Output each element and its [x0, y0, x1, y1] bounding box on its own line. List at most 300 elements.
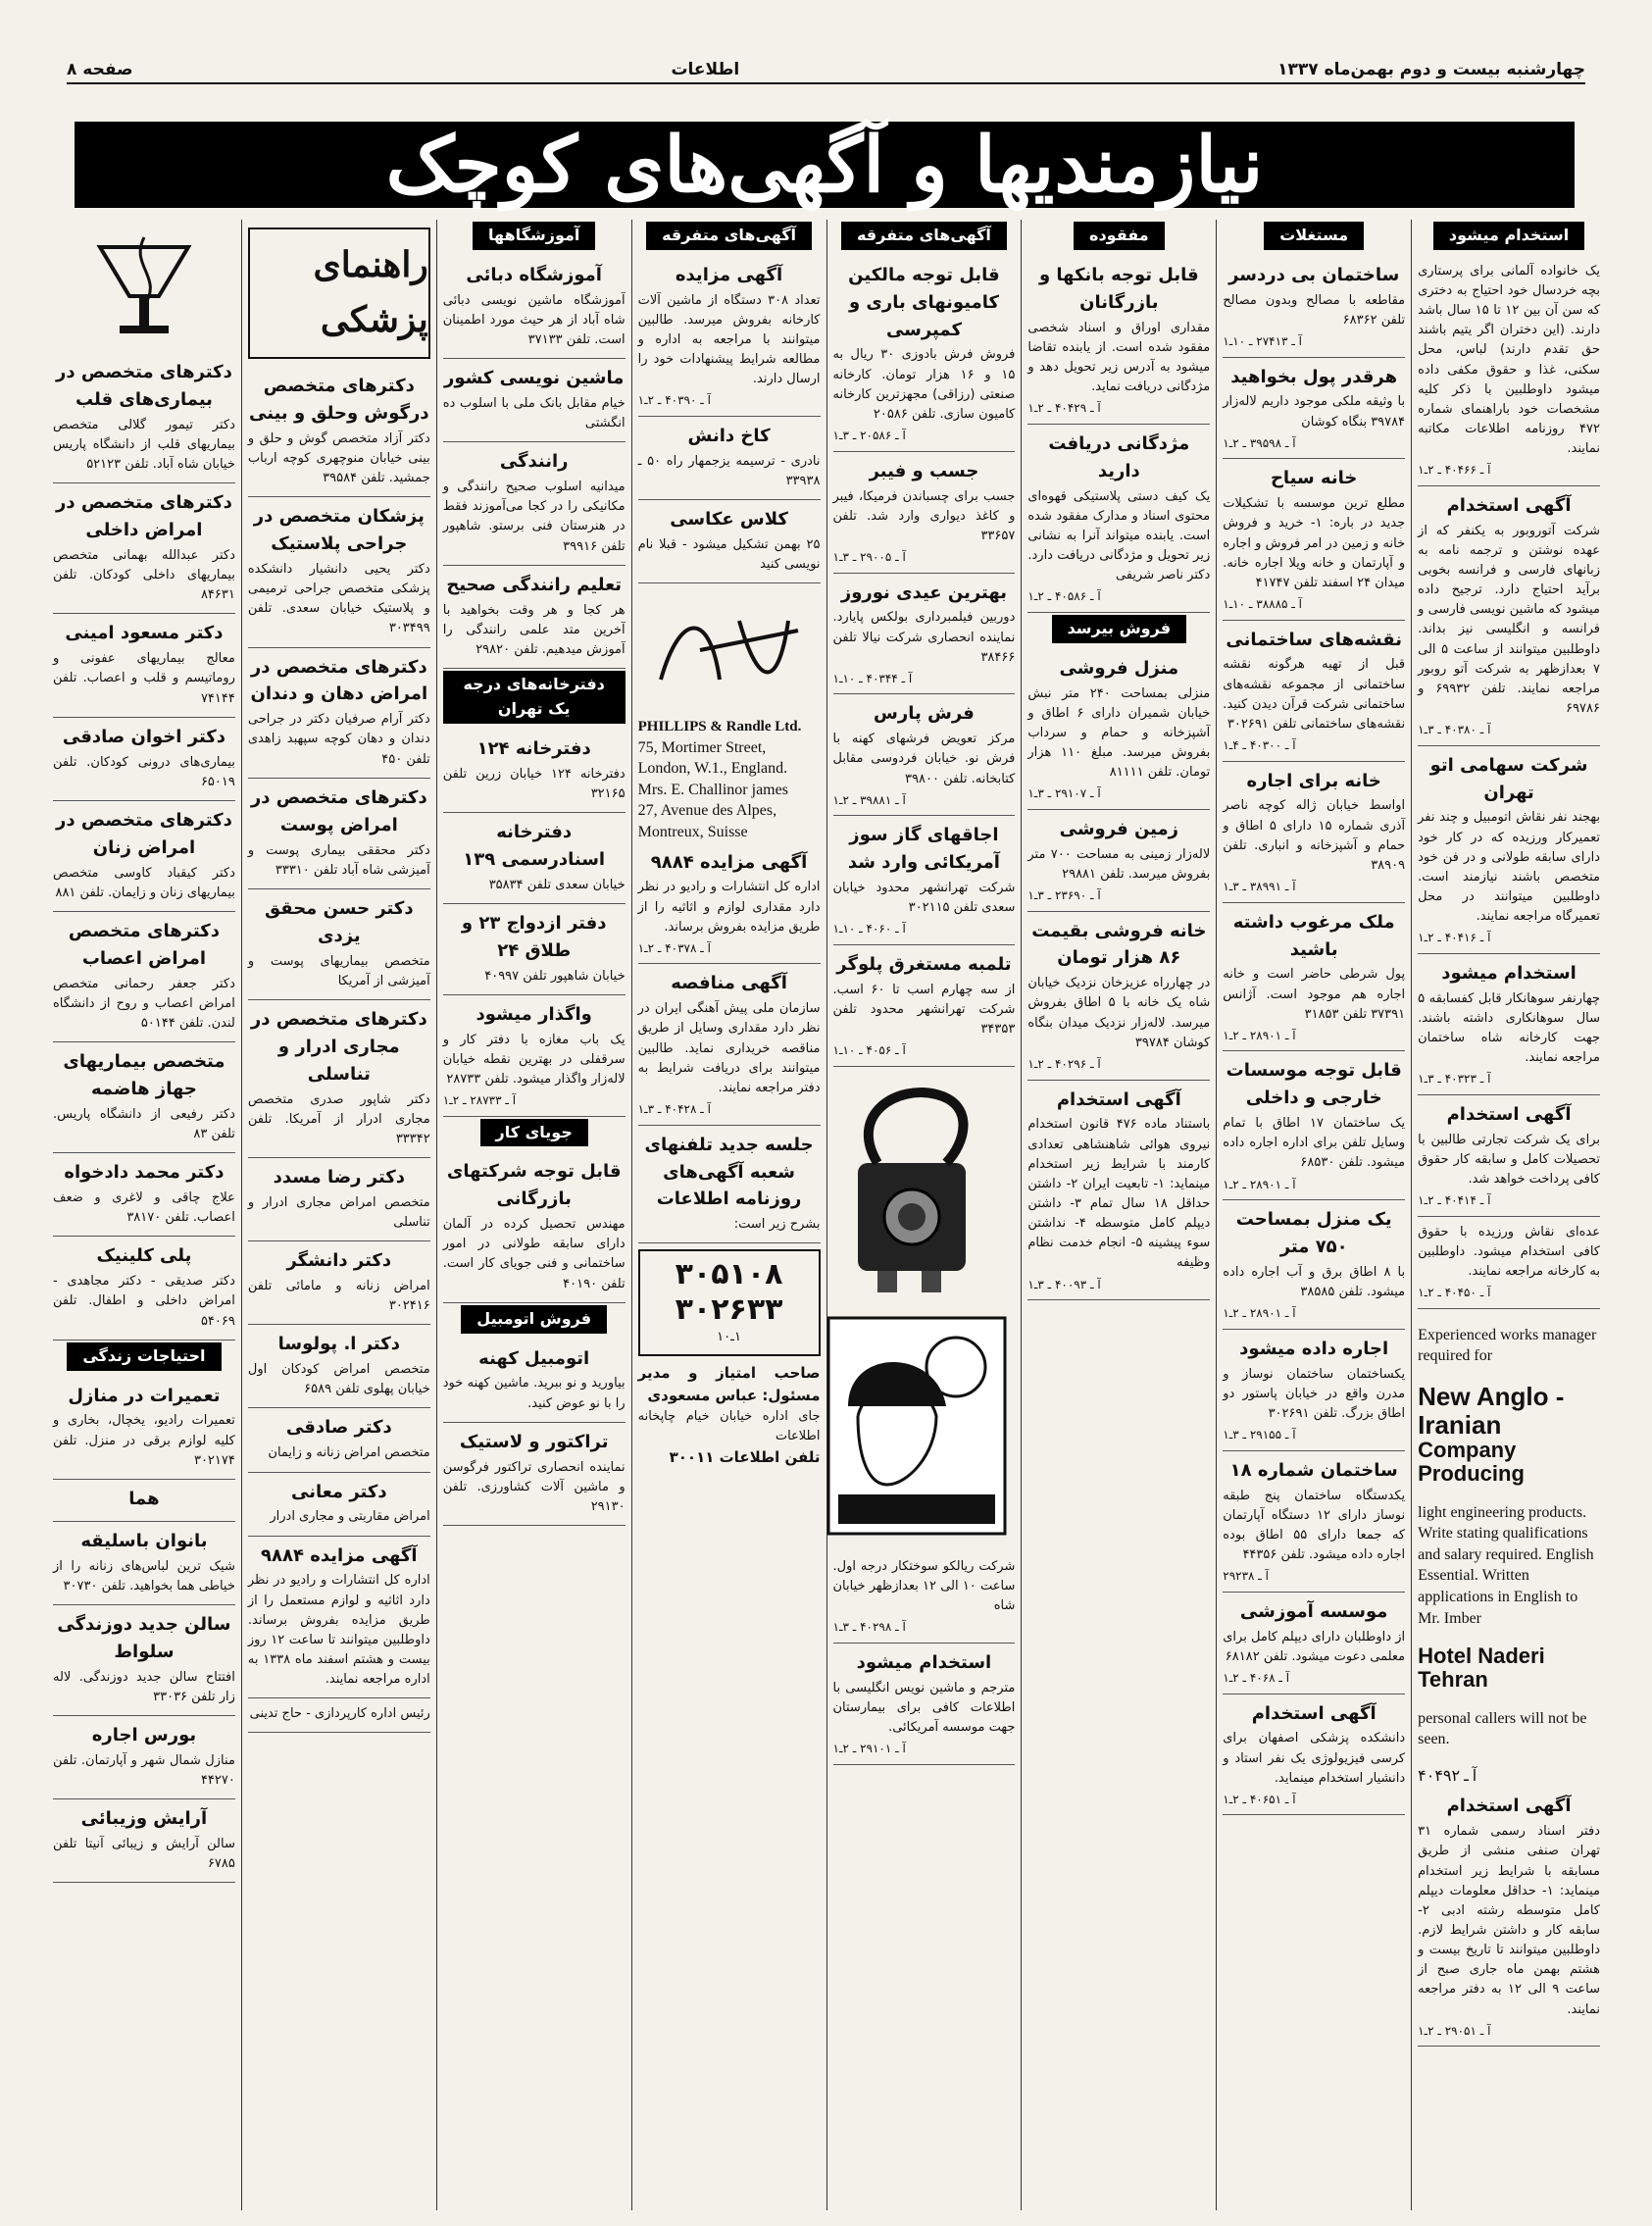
english-line: light engineering products. Write stating qualifications and salary required. English Essential. Written applications in English to Mr. Imber — [1418, 1503, 1594, 1627]
ad-code: آ ـ ۴۰۴۹۲ — [1418, 1767, 1477, 1785]
ad-body: دوربین فیلمبرداری بولکس پایارد. نماینده انحصاری شرکت نیالا تلفن ۳۸۴۶۶ — [832, 610, 1016, 665]
classified-ad — [638, 500, 821, 583]
ad-title: کاخ دانش — [687, 425, 771, 446]
classified-ad — [443, 1423, 626, 1526]
ad-title: دکتر ا. پولوسا — [277, 1334, 400, 1355]
ad-body: دکتر کیقباد کاوسی متخصص بیماریهای زنان و زایمان. تلفن ۸۸۱ — [53, 865, 235, 900]
classified-ad — [248, 1473, 430, 1537]
english-headline: New Anglo - Iranian — [1418, 1382, 1565, 1440]
ad-body: نادری - ترسیمه یزجمهار راه ۵۰ ـ ۳۳۹۳۸ — [637, 453, 821, 489]
ad-code: آ ـ ۴۰۳۷۸ ـ ۲ـ۱ — [637, 940, 711, 955]
section-header: مستغلات — [1264, 222, 1364, 250]
ad-title: زمین فروشی — [1059, 818, 1179, 839]
ad-body: یکدستگاه ساختمان پنج طبقه نوساز دارای ۱۲ دستگاه آپارتمان که جمعا دارای ۵۵ اطاق بوده اجاره داده میشود. تلفن ۴۴۳۵۶ — [1223, 1488, 1406, 1563]
ad-title: نقشه‌های ساختمانی — [1226, 629, 1402, 650]
ad-code: آ ـ ۴۰۴۱۶ ـ ۲ـ۱ — [1418, 931, 1491, 945]
ad-code: آ ـ ۲۸۹۰۱ ـ ۲ـ۱ — [1223, 1028, 1296, 1042]
ad-body: مقداری اوراق و اسناد شخصی مفقود شده است. از یابنده تقاضا میشود به آدرس زیر تحویل دهد و مژدگانی دریافت نماید. — [1027, 320, 1211, 394]
medical-guide-logo — [248, 228, 430, 359]
classified-ad — [443, 813, 626, 904]
classified-ad — [1418, 486, 1600, 746]
classified-ad — [248, 1000, 430, 1158]
ad-code: ۱ـ۱۰ — [717, 1330, 741, 1345]
classified-ad — [638, 256, 821, 417]
ad-title: واگذار میشود — [476, 1003, 592, 1025]
ad-list — [248, 367, 430, 1537]
column-real-estate — [1216, 220, 1411, 2210]
ad-title: دکترهای متخصص در امراض داخلی — [55, 492, 232, 541]
ad-title: جسب و فیبر — [869, 460, 979, 481]
ad-title: بورس اجاره — [91, 1724, 197, 1745]
ad-title: آرایش وزیبائی — [80, 1808, 208, 1830]
classified-ad — [638, 417, 821, 500]
classified-ad — [1418, 1787, 1600, 2047]
ad-code: آ ـ ۲۷۴۱۳ ـ ۱۰ـ۱ — [1223, 333, 1302, 348]
ad-body: افتتاح سالن جدید دوزندگی. لاله زار تلفن ۳۳۰۳۶ — [53, 1669, 235, 1704]
classified-ad — [53, 1716, 235, 1799]
classified-ad — [53, 1042, 235, 1153]
ad-columns — [47, 220, 1606, 2210]
ad-code: آ ـ ۴۰۳۹۰ ـ ۲ـ۱ — [637, 393, 711, 408]
section-header: مفقوده — [1074, 222, 1165, 250]
ad-title: شرکت سهامی اتو تهران — [1429, 754, 1588, 803]
ad-body: شرکت آتوروبور به یکنفر که از عهده نوشتن و ترجمه نامه به زبانهای فارسی و فرانسه بخوبی برآید احتیاج دارد. ترجیح داده میشود که ماشین نویسی فارسی و فرانسه و انگلیسی نیز بداند. داوطلبین میتوانند از ساعت ۵ الی ۷ بعدازظهر به شرکت آتو روبور مراجعه نمایند. تلفن ۶۹۹۳۲ و ۶۹۷۸۶ — [1418, 523, 1600, 716]
ad-body: پول شرطی حاضر است و خانه اجاره هم موجود است. آژانس ۳۷۳۹۱ تلفن ۳۱۸۵۳ — [1223, 967, 1406, 1022]
ad-title: قابل توجه بانکها و بازرگانان — [1038, 264, 1199, 313]
ad-body: یکساختمان ساختمان نوساز و مدرن واقع در خیابان پاستور دو اطاق بزرگ. تلفن ۳۰۲۶۹۱ — [1223, 1366, 1406, 1422]
ad-title: رانندگی — [499, 451, 569, 473]
phone-number: ۳۰۵۱۰۸ — [675, 1257, 783, 1292]
ad-code: آ ـ ۴۰۰۹۳ ـ ۳ـ۱ — [1027, 1277, 1101, 1291]
ad-title: دکترهای متخصص در بیماری‌های قلب — [55, 362, 232, 410]
ad-title: تعمیرات در منازل — [68, 1385, 221, 1406]
classified-ad — [833, 1551, 1016, 1644]
ad-body: یک کیف دستی پلاستیکی قهوه‌ای محتوی اسناد و مدارک مفقود شده است. یابنده میتواند آنرا به نشانی زیر تحویل و مژدگانی دریافت دارد. دکتر ناصر شریفی — [1027, 488, 1211, 583]
ad-body: اداره کل انتشارات و رادیو در نظر دارد مقداری لوازم و اثاثیه را از طریق مزایده بفروش برساند. — [637, 880, 821, 935]
ad-body: شیک ترین لباس‌های زنانه را از خیاطی هما بخواهید. تلفن ۳۰۷۳۰ — [53, 1558, 235, 1594]
classified-ad — [1027, 256, 1210, 425]
ad-body: دکتر عبدالله بهمانی متخصص بیماریهای داخلی کودکان. تلفن ۸۴۶۳۱ — [53, 547, 235, 603]
ad-body: از سه چهارم اسب تا ۶۰ اسب. شرکت تهرانشهر محدود تلفن ۳۴۳۵۳ — [832, 982, 1016, 1037]
ad-body: خیابان سعدی تلفن ۳۵۸۳۴ — [488, 877, 626, 892]
ad-title: سالن جدید دوزندگی سلواط — [57, 1613, 231, 1662]
ad-title: استخدام میشود — [1441, 962, 1577, 984]
ad-title: پلی کلینیک — [96, 1245, 192, 1267]
section-header: احتیاجات زندگی — [67, 1342, 221, 1371]
ad-body: بهجند نفر نقاش اتومبیل و چند نفر تعمیرکار ورزیده که در کار خود دارای سابقه طولانی و در فن خود متخصص باشند نیازمند است. داوطلبین میتوانند در محل تعمیرگاه مراجعه نمایند. — [1418, 810, 1600, 925]
classified-ad — [53, 1605, 235, 1716]
classified-ad — [833, 816, 1016, 945]
ad-code: آ ـ ۲۳۶۹۰ ـ ۳ـ۱ — [1027, 887, 1101, 902]
paper-name: اطلاعات — [671, 60, 740, 79]
ad-code: آ ـ ۲۹۱۰۷ ـ ۳ـ۱ — [1027, 786, 1101, 801]
classified-ad — [833, 694, 1016, 816]
english-line: Experienced works manager required for — [1418, 1326, 1597, 1365]
classified-ad — [248, 648, 430, 779]
classified-ad — [248, 1241, 430, 1325]
ad-title: دکتر مسعود امینی — [65, 623, 224, 644]
ad-title: تعلیم رانندگی صحیح — [446, 574, 623, 595]
column-auctions — [631, 220, 826, 2210]
classified-ad — [1223, 1330, 1405, 1451]
ad-title: ماشین نویسی کشور — [443, 368, 625, 389]
ad-list — [443, 1340, 626, 1526]
english-line: personal callers will not be seen. — [1418, 1709, 1587, 1748]
ad-body: متخصص بیماریهای پوست و آمیزشی از آمریکا — [247, 953, 430, 988]
column-employment — [1411, 220, 1606, 2210]
classified-ad — [53, 801, 235, 912]
english-address-block — [638, 717, 821, 842]
classified-ad — [443, 1340, 626, 1423]
ad-code: آ ـ ۴۰۴۲۹ ـ ۲ـ۱ — [1027, 401, 1101, 416]
classified-ad — [248, 367, 430, 497]
ad-body: منزلی بمساحت ۲۴۰ متر نبش خیابان شمیران دارای ۶ اطاق و آشپزخانه و حمام و سرداب بفروش میرسد. مبلغ ۱۱۰ هزار تومان. تلفن ۸۱۱۱۱ — [1027, 685, 1211, 781]
classified-ad — [833, 256, 1016, 452]
ad-body: دکتر یحیی دانشیار دانشکده پزشکی متخصص جراحی ترمیمی و پلاستیک خیابان سعدی. تلفن ۳۰۳۴۹۹ — [247, 561, 430, 636]
ad-body: سالن آرایش و زیبائی آنیتا تلفن ۶۷۸۵ — [53, 1837, 235, 1872]
ad-body: نماینده انحصاری تراکتور فرگوسن و ماشین آلات کشاورزی. تلفن ۲۹۱۳۰ — [442, 1459, 626, 1514]
ad-list — [1418, 1787, 1600, 2047]
ad-list — [1418, 256, 1600, 1309]
ad-title: پزشکان متخصص در جراحی پلاستیک — [253, 506, 425, 555]
ad-title: دکتر حسن محقق یزدی — [265, 897, 414, 946]
classified-ad — [443, 1152, 626, 1302]
classified-ad — [248, 1408, 430, 1472]
ad-code: آ ـ ۴۰۵۸۶ ـ ۲ـ۱ — [1027, 589, 1101, 604]
column-medical-guide — [241, 220, 436, 2210]
ad-list — [1027, 256, 1210, 613]
movie-camera-illustration — [826, 1075, 1016, 1300]
medical-guide-title: راهنمای پزشکی — [313, 244, 428, 340]
ad-title: جلسه جدید تلفنهای شعبه آگهی‌های روزنامه اطلاعات — [644, 1134, 814, 1210]
ad-title: دکترهای متخصص در مجاری ادرار و تناسلی — [250, 1008, 427, 1085]
ad-title: منزل فروشی — [1059, 657, 1179, 679]
page-number: صفحه ۸ — [67, 60, 133, 79]
classified-ad — [1223, 1695, 1405, 1816]
ad-body: لاله‌زار زمینی به مساحت ۷۰۰ متر بفروش میرسد. تلفن ۲۹۸۸۱ — [1027, 846, 1211, 882]
classified-ad — [1223, 903, 1405, 1052]
classified-ad — [248, 1158, 430, 1241]
ad-title: استخدام میشود — [856, 1651, 992, 1673]
footer-phone: تلفن اطلاعات ۳۰۰۱۱ — [669, 1448, 821, 1467]
english-ad — [1418, 1325, 1600, 1787]
top-info-line — [67, 57, 1585, 84]
ad-title: آگهی استخدام — [1446, 1103, 1572, 1125]
ad-title: بانوان باسلیقه — [80, 1530, 208, 1551]
classified-ad — [53, 1522, 235, 1605]
ad-body: متخصص امراض زنانه و زایمان — [268, 1445, 430, 1461]
ad-list — [248, 1537, 430, 1734]
ad-code: آ ـ ۴۰۳۸۰ ـ ۳ـ۱ — [1418, 723, 1491, 737]
footer-signature: صاحب امتیاز و مدیر مسئول: عباس مسعودی — [637, 1363, 821, 1404]
section-header: استخدام میشود — [1433, 222, 1584, 250]
ad-title: فرش پارس — [874, 703, 975, 725]
column-schools-notaries — [436, 220, 631, 2210]
medical-cup-icon — [71, 228, 218, 345]
ad-body: دکتر شاپور صدری متخصص مجاری ادرار از آمریکا. تلفن ۳۳۳۴۲ — [247, 1091, 430, 1146]
ad-code: آ ـ ۴۰۶۸ ـ ۲ـ۱ — [1223, 1670, 1290, 1685]
ad-code: آ ـ ۳۸۸۸۵ ـ ۱۰ـ۱ — [1223, 596, 1302, 611]
ad-list — [443, 730, 626, 1117]
ad-body: ۲۵ بهمن تشکیل میشود - قبلا نام نویسی کنید — [637, 537, 821, 573]
ad-body: دکتر جعفر رحمانی متخصص امراض اعصاب و روح از دانشگاه لندن. تلفن ۵۰۱۴۴ — [53, 976, 235, 1032]
classified-ad — [833, 1644, 1016, 1765]
ad-code: آ ـ ۴۰۴۵۰ ـ ۲ـ۱ — [1418, 1286, 1491, 1300]
ad-body: مترجم و ماشین نویس انگلیسی با اطلاعات کافی برای بیمارستان جهت موسسه آمریکائی. — [832, 1680, 1016, 1736]
ad-body: یک خانواده آلمانی برای پرستاری بچه خردسال خود احتیاج به دختری که سن آن بین ۱۲ تا ۱۵ سال باشد دارند. (این دختران اگر یتیم باشند حق تقدم دارند) لباس، محل سکنی، غذا و حقوق مکفی داده میشود داوطلبین با ذکر کلیه مشخصات خود باراهنمای شماره ۴۷۲ روزنامه اطلاعات مکاتبه نمایند. — [1418, 263, 1601, 457]
ad-title: خانه فروشی بقیمت ۸۶ هزار تومان — [1031, 920, 1207, 969]
ad-title: دفتر ازدواج ۲۳ و طلاق ۲۴ — [461, 912, 607, 961]
ad-body: دکتر آزاد متخصص گوش و حلق و بینی خیابان منوچهری کوچه ارباب جمشید. تلفن ۳۹۵۸۴ — [247, 430, 430, 486]
classified-ad — [1418, 1095, 1600, 1217]
classified-ad — [1027, 912, 1210, 1081]
ad-code: آ ـ ۲۹۰۵۱ ـ ۲ـ۱ — [1418, 2023, 1491, 2038]
ad-title: هرقدر پول بخواهید — [1230, 366, 1398, 387]
ad-title: دکتر اخوان صادقی — [62, 726, 225, 747]
ad-title: قابل توجه موسسات خارجی و داخلی — [1226, 1060, 1402, 1109]
classified-ad — [833, 452, 1016, 574]
ad-body: میدانیه اسلوب صحیح رانندگی و مکانیکی را در کجا می‌آموزند فقط در هنرستان فنی برستو. شاهپور تلفن ۳۹۹۱۶ — [442, 480, 626, 554]
classified-ad — [53, 1377, 235, 1480]
ad-body: خیابان شاهپور تلفن ۴۰۹۹۷ — [484, 968, 626, 984]
classified-ad — [1027, 425, 1210, 613]
classified-ad — [833, 945, 1016, 1067]
ad-title: آگهی مزایده ۹۸۸۴ — [261, 1544, 418, 1566]
ad-list — [1223, 256, 1405, 1816]
ad-list — [638, 256, 821, 584]
ad-title: هما — [128, 1488, 160, 1509]
ad-code: آ ـ ۲۹۱۰۱ ـ ۲ـ۱ — [832, 1742, 906, 1756]
classified-ad — [1418, 256, 1600, 486]
ad-body: شرکت تهرانشهر محدود خیابان سعدی تلفن ۳۰۲۱۱۵ — [832, 881, 1016, 916]
ad-body: رئیس اداره کارپردازی - حاج تدینی — [249, 1706, 430, 1722]
ad-title: آگهی استخدام — [1056, 1088, 1181, 1110]
ad-code: آ ـ ۴۰۳۰۰ ـ ۴ـ۱ — [1223, 737, 1296, 752]
ad-title: دکتر صادقی — [285, 1417, 392, 1439]
classified-ad — [53, 614, 235, 717]
ad-body: دکتر رفیعی از دانشگاه پاریس. تلفن ۸۳ — [53, 1106, 235, 1142]
hand-signature-logo — [641, 591, 818, 709]
ad-list — [833, 1551, 1016, 1765]
ad-body: بشرح زیر است: — [733, 1217, 821, 1233]
ad-list — [1027, 649, 1210, 1301]
ad-body: تعداد ۳۰۸ دستگاه از ماشین آلات کارخانه بفروش میرسد. طالبین میتوانند با مراجعه به اداره و مطالعه شرایط پیشنهادات خود را ارسال دارند. — [637, 292, 821, 387]
section-header: آگهی‌های متفرقه — [646, 222, 812, 250]
classified-ad — [53, 1237, 235, 1340]
ad-body: متخصص امراض مجاری ادرار و تناسلی — [247, 1194, 430, 1230]
english-subheadline: Company Producing — [1418, 1438, 1525, 1487]
ad-code: آ ـ ۲۸۷۳۳ ـ ۲ـ۱ — [442, 1092, 517, 1107]
ad-title: آگهی منافصه — [671, 973, 787, 994]
classified-ad — [248, 1698, 430, 1733]
ad-code: آ ـ ۲۹۰۰۵ ـ ۳ـ۱ — [832, 549, 906, 564]
classified-ad — [248, 1325, 430, 1408]
classified-ad — [443, 730, 626, 813]
ad-body: دفتر اسناد رسمی شماره ۳۱ تهران صنفی منشی از طریق مسابقه با شرایط زیر استخدام مینماید: ۱- حداقل معلومات دیپلم کامل متوسطه رشته ادبی ۲- سابقه کار و داشتن شرایط لازم. داوطلبین میتوانند تا تاریخ بیست و هشتم بهمن ماه جاری صبح از ساعت ۹ الی ۱۲ به دفتر مراجعه نمایند. — [1418, 1824, 1600, 2017]
ad-body: خیام مقابل بانک ملی با اسلوب ده انگشتی — [442, 396, 626, 431]
classified-ad — [1027, 810, 1210, 912]
ad-body: مرکز تعویض فرشهای کهنه با فرش نو. خیابان فردوسی مقابل کتابخانه. تلفن ۳۹۸۰۰ — [832, 732, 1016, 786]
ad-body: با ۸ اطاق برق و آب اجاره داده میشود. تلفن ۳۸۵۸۵ — [1223, 1264, 1406, 1300]
ad-title: ملک مرغوب داشته باشید — [1232, 911, 1395, 960]
ad-body: در چهارراه عزیزخان نزدیک خیابان شاه یک خانه با ۵ اطاق بفروش میرسد. لاله‌زار نزدیک میدان بنگاه کوشان ۳۹۷۸۴ — [1027, 976, 1211, 1050]
ad-body: مقاطعه با مصالح وبدون مصالح تلفن ۶۸۳۶۲ — [1223, 292, 1406, 328]
classified-ad — [1223, 459, 1405, 620]
ad-title: خانه برای اجاره — [1246, 770, 1381, 791]
classified-ad — [1027, 649, 1210, 810]
phone-number: ۳۰۲۶۳۳ — [675, 1292, 783, 1328]
classified-ad — [1418, 1217, 1600, 1309]
ad-body: دکتر محققی بیماری پوست و آمیزشی شاه آباد تلفن ۳۳۳۱۰ — [247, 842, 430, 878]
ad-code: آ ـ ۴۰۵۶ ـ ۱۰ـ۱ — [832, 1043, 906, 1058]
ad-title: ساختمان شماره ۱۸ — [1229, 1459, 1398, 1481]
classified-ad — [1223, 256, 1405, 358]
section-header: فروش بیرسد — [1052, 615, 1187, 643]
ad-title: دکترهای متخصص امراض اعصاب — [68, 920, 220, 969]
ad-body: عده‌ای نقاش ورزیده با حقوق کافی استخدام میشود. داوطلبین به کارخانه مراجعه نمایند. — [1418, 1224, 1600, 1280]
classified-ad — [638, 964, 821, 1125]
ad-body: مهندس تحصیل کرده در آلمان دارای سابقه طولانی در امور ساختمانی و فنی جویای کار است. تلفن ۴۰۱۹۰ — [442, 1217, 626, 1291]
ad-title: اجاره داده میشود — [1239, 1338, 1389, 1359]
classified-ad — [1223, 762, 1405, 903]
classified-ad — [53, 1799, 235, 1883]
ad-title: قابل توجه شرکتهای بازرگانی — [446, 1161, 622, 1210]
ad-title: تراکتور و لاستیک — [459, 1431, 609, 1452]
classified-ad — [638, 1126, 821, 1244]
ad-body: از داوطلبان دارای دیپلم کامل برای معلمی دعوت میشود. تلفن ۶۸۱۸۲ — [1223, 1629, 1406, 1664]
ad-title: خانه سیاح — [1270, 468, 1358, 489]
classified-ad — [443, 566, 626, 669]
ad-body: منازل شمال شهر و آپارتمان. تلفن ۴۴۲۷۰ — [53, 1752, 235, 1788]
ad-body: قبل از تهیه هرگونه نقشه ساختمانی از مجموعه نقشه‌های ساختمانی شرکت قرآن دیدن کنید. نقشه‌های ساختمانی تلفن ۳۰۲۶۹۱ — [1223, 657, 1406, 732]
ad-body: متخصص امراض کودکان اول خیابان پهلوی تلفن ۶۵۸۹ — [247, 1362, 430, 1397]
classified-ad — [248, 1537, 430, 1699]
ad-body: معالج بیماریهای عفونی و روماتیسم و قلب و اعصاب. تلفن ۷۴۱۴۴ — [53, 651, 235, 706]
ad-title: دکتر رضا مسدد — [273, 1166, 406, 1188]
ad-title: دفترخانه ۱۲۴ — [476, 737, 591, 759]
ad-title: متخصص بیماریهای جهاز هاضمه — [63, 1051, 225, 1100]
classified-ad — [1418, 746, 1600, 954]
classified-ad — [443, 359, 626, 442]
phone-numbers-box — [638, 1249, 821, 1355]
column-doctors-living — [47, 220, 241, 2210]
ad-list — [638, 843, 821, 1244]
english-company: PHILLIPS & Randle Ltd. — [637, 719, 802, 735]
english-address-line: Mrs. E. Challinor james — [637, 781, 788, 798]
classified-ad — [248, 779, 430, 889]
ad-title: تلمبه مستغرق پلوگر — [836, 954, 1012, 975]
ad-code: آ ـ ۴۰۳۴۴ ـ ۱۰ـ۱ — [832, 671, 913, 685]
ad-body: مطلع ترین موسسه با تشکیلات جدید در باره: ۱- خرید و فروش خانه و زمین در امر فروش و اجاره و آپارتمان و خانه ویلا اجاره خانه. میدان ۲۴ اسفند تلفن ۴۱۷۴۷ — [1223, 496, 1406, 590]
ad-body: هر کجا و هر وقت بخواهید با آخرین متد علمی رانندگی را آموزش میدهیم. تلفن ۲۹۸۲۰ — [442, 602, 626, 657]
ad-list — [443, 256, 626, 669]
section-header: فروش اتومبیل — [461, 1305, 607, 1334]
ad-body: دکتر صدیقی - دکتر مجاهدی - امراض داخلی و اطفال. تلفن ۵۴۰۶۹ — [53, 1274, 235, 1329]
classified-ad — [443, 256, 626, 359]
ad-body: باستناد ماده ۴۷۶ قانون استخدام نیروی هوائی شاهنشاهی تعدادی کارمند با شرایط زیر استخدام مینماید: ۱- تابعیت ایران ۲- داشتن حداقل ۱۸ سال تمام ۳- داشتن دیپلم کامل متوسطه ۴- نداشتن سوء پیشینه ۵- انجام خدمت نظام وظیفه — [1027, 1117, 1211, 1271]
ad-body: آموزشگاه ماشین نویسی دبائی شاه آباد از هر حیث مورد اطمینان است. تلفن ۳۷۱۳۳ — [442, 292, 626, 347]
ad-code: آ ـ ۳۹۵۹۸ ـ ۲ـ۱ — [1223, 435, 1296, 450]
ad-title: دکترهای متخصص در امراض پوست — [250, 786, 427, 835]
section-header: دفترخانه‌های درجه یک تهران — [443, 671, 626, 724]
ad-body: اواسط خیابان ژاله کوچه ناصر آذری شماره ۱۵ دارای ۵ اطاق و حمام و آشپزخانه و انباری. تلفن ۳۸۹۰۹ — [1223, 798, 1406, 873]
ad-code: آ ـ ۴۰۶۰ ـ ۱۰ـ۱ — [832, 922, 906, 936]
ad-code: آ ـ ۴۰۲۹۸ ـ ۳ـ۱ — [832, 1620, 906, 1635]
classified-ad — [443, 995, 626, 1117]
ad-code: آ ـ ۲۹۲۳۸ — [1223, 1569, 1269, 1584]
classified-ad — [1223, 1200, 1405, 1330]
classified-ad — [1223, 1051, 1405, 1200]
english-address-line: London, W.1., England. — [637, 760, 788, 778]
ad-body: سازمان ملی پیش آهنگی ایران در نظر دارد مقداری وسایل از طریق مناقصه خریداری نماید. طالبین میتوانند برای دریافت شرایط به دفتر مراجعه نمایند. — [637, 1001, 821, 1095]
ad-title: دکترهای متخصص درگوش وحلق و بینی — [249, 376, 429, 424]
ad-code: آ ـ ۴۰۴۲۸ ـ ۳ـ۱ — [637, 1102, 711, 1117]
ad-body: علاج چاقی و لاغری و ضعف اعصاب. تلفن ۳۸۱۷۰ — [53, 1190, 235, 1226]
ad-title: مژدگانی دریافت دارید — [1048, 432, 1190, 481]
ad-title: قابل توجه مالکین کامیونهای باری و کمپرسی — [848, 264, 1000, 340]
classified-ad — [1223, 1451, 1405, 1593]
ad-body: امراض زنانه و مامائی تلفن ۳۰۲۴۱۶ — [247, 1279, 430, 1314]
ad-body: اداره کل انتشارات و رادیو در نظر دارد اثاثیه و لوازم مستعمل را از طریق مزایده بفروش برساند. داوطلبین میتوانند تا ساعت ۱۲ روز بیست و هشتم اسفند ماه ۱۳۳۸ به اداره مراجعه نمایند. — [247, 1573, 430, 1688]
classified-ad — [1223, 358, 1405, 460]
classified-ad — [443, 442, 626, 565]
ad-code: آ ـ ۴۰۲۹۶ ـ ۲ـ۱ — [1027, 1056, 1101, 1071]
ad-body: چهارنفر سوهانکار قابل کفسابقه ۵ سال سوهانکاری داشته باشند. جهت کارخانه شاه ساختمان مراجعه نمایند. — [1418, 990, 1600, 1066]
ad-title: آگهی مزایده — [675, 264, 783, 285]
ad-body: دکتر آرام صرفیان دکتر در جراحی دندان و دهان کوچه سپهبد زاهدی تلفن ۴۵۰ — [247, 712, 430, 767]
classified-ad — [443, 904, 626, 995]
ad-body: جسب برای چسباندن فرمیکا، فیبر و کاغذ دیواری وارد شد. تلفن ۳۳۶۵۷ — [832, 488, 1016, 543]
ad-list — [53, 1377, 235, 1884]
column-misc — [826, 220, 1022, 2210]
classified-ad — [53, 353, 235, 483]
classified-ad — [638, 843, 821, 965]
ad-body: دکتر تیمور گلالی متخصص بیماریهای قلب از دانشگاه پاریس خیابان شاه آباد. تلفن ۵۲۱۲۳ — [53, 417, 235, 473]
classified-ad — [53, 718, 235, 801]
ad-list — [833, 256, 1016, 1067]
masthead-banner: نیازمندیها و آگهی‌های کوچک — [75, 122, 1575, 208]
classified-ad — [1027, 1081, 1210, 1301]
classified-ad — [833, 574, 1016, 695]
ad-title: کلاس عکاسی — [670, 509, 788, 531]
ad-code: آ ـ ۳۸۹۹۱ ـ ۳ـ۱ — [1223, 880, 1296, 894]
ad-body: تعمیرات رادیو، یخچال، بخاری و کلیه لوازم برقی در منزل. تلفن ۳۰۲۱۷۴ — [53, 1413, 235, 1468]
woman-portrait-illustration — [826, 1308, 1016, 1543]
classified-ad — [248, 889, 430, 1000]
ad-list — [53, 353, 235, 1341]
english-hotel: Hotel Naderi Tehran — [1418, 1644, 1545, 1693]
ad-title: اتومبیل کهنه — [478, 1347, 590, 1369]
ad-body: بیماری‌های درونی کودکان. تلفن ۶۵۰۱۹ — [53, 754, 235, 789]
ad-code: آ ـ ۴۰۶۵۱ ـ ۲ـ۱ — [1223, 1792, 1296, 1806]
ad-body: بیاورید و نو ببرید. ماشین کهنه خود را با نو عوض کنید. — [442, 1376, 626, 1411]
ad-title: یک منزل بمساحت ۷۵۰ متر — [1235, 1209, 1392, 1258]
ad-code: آ ـ ۲۸۹۰۱ ـ ۲ـ۱ — [1223, 1306, 1296, 1321]
footer-address: جای اداره خیابان خیام چاپخانه اطلاعات — [637, 1409, 821, 1444]
ad-title: دفترخانه اسنادرسمی ۱۳۹ — [463, 821, 606, 870]
classified-ad — [53, 912, 235, 1042]
classified-ad — [53, 483, 235, 614]
classified-ad — [53, 1153, 235, 1237]
section-header: جویای کار — [480, 1119, 588, 1147]
ad-title: دکتر معانی — [291, 1481, 387, 1502]
classified-ad — [1223, 1593, 1405, 1695]
ad-code: آ ـ ۴۰۳۲۳ ـ ۳ـ۱ — [1418, 1072, 1491, 1087]
ad-title: دکتر محمد دادخواه — [64, 1162, 225, 1184]
ad-body: برای یک شرکت تجارتی طالبین با تحصیلات کامل و سابقه کار حقوق کافی پرداخت خواهد شد. — [1418, 1132, 1600, 1188]
english-address-line: Montreux, Suisse — [637, 823, 748, 840]
ad-title: موسسه آموزشی — [1239, 1600, 1388, 1622]
